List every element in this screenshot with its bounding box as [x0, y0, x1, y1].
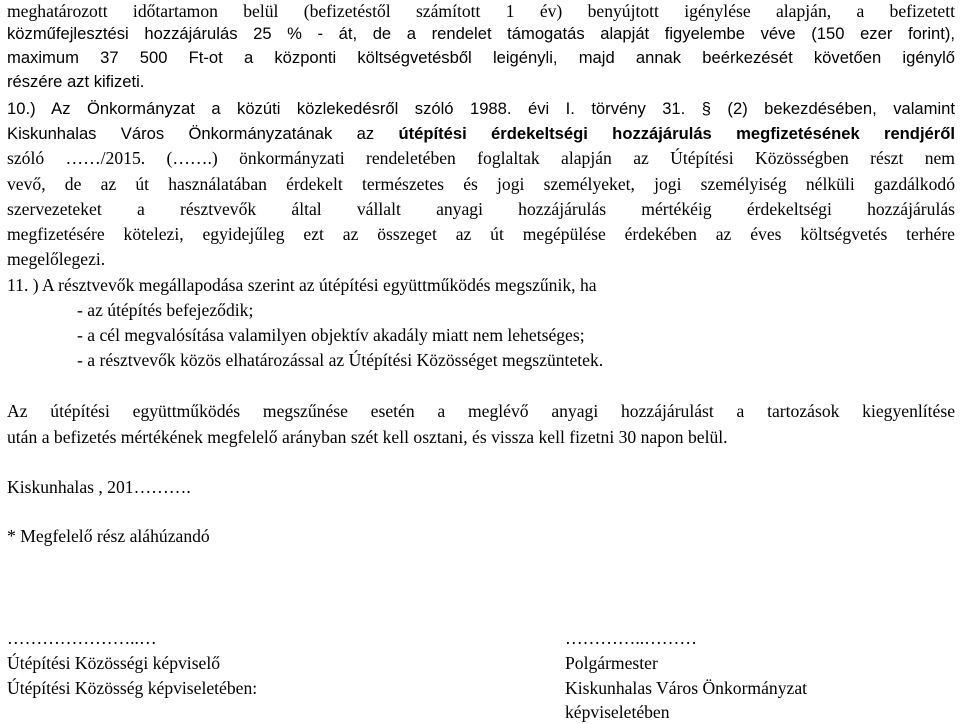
signature-left-title: Útépítési Közösségi képviselő	[7, 653, 221, 673]
para10-line6: megfizetésére kötelezi, egyidejűleg ezt az összeget az út megépülése érdekében az éves költségvetés terhére	[7, 224, 955, 244]
para11-item: - az útépítés befejeződik;	[77, 300, 254, 320]
signature-right-subtitle2: képviseletében	[565, 702, 670, 722]
para1-line4: részére azt kifizeti.	[7, 72, 145, 91]
footnote: * Megfelelő rész aláhúzandó	[7, 526, 210, 546]
para1-line2: közműfejlesztési hozzájárulás 25 % - át, de a rendelet támogatás alapját figyelembe véve (150 ezer forint),	[7, 24, 955, 43]
para11-item: - a résztvevők közös elhatározással az Útépítési Közösséget megszüntetek.	[77, 350, 604, 370]
signature-left-dots: …………………..…	[7, 628, 157, 648]
para11-item: - a cél megvalósítása valamilyen objektív akadály miatt nem lehetséges;	[77, 325, 585, 345]
para1-line3: maximum 37 500 Ft-ot a központi költségvetésből leigényli, majd annak beérkezését követően igénylő	[7, 48, 955, 67]
signature-right-dots: …………..………	[565, 628, 697, 648]
para-end-line1: Az útépítési együttműködés megszűnése esetén a meglévő anyagi hozzájárulást a tartozások kiegyenlítése	[7, 401, 955, 421]
place-date: Kiskunhalas , 201……….	[7, 477, 191, 497]
signature-left-subtitle: Útépítési Közösség képviseletében:	[7, 678, 258, 698]
para10-line1: 10.) Az Önkormányzat a közúti közlekedésről szóló 1988. évi I. törvény 31. § (2) bekezdésében, valamint	[7, 99, 955, 118]
para10-line4: vevő, de az út használatában érdekelt természetes és jogi személyeket, jogi személyiség nélküli gazdálkodó	[7, 174, 955, 194]
para11-line1: 11. ) A résztvevők megállapodása szerint az útépítési együttműködés megszűnik, ha	[7, 275, 597, 295]
para10-line5: szervezeteket a résztvevők által vállalt anyagi hozzájárulás mértékéig érdekeltségi hozzájárulás	[7, 199, 955, 219]
para10-line2-bold: útépítési érdekeltségi hozzájárulás megfizetésének rendjéről	[398, 124, 955, 143]
para1-line1: meghatározott időtartamon belül (befizetéstől számított 1 év) benyújtott igénylése alapján, a befizetett	[7, 1, 955, 21]
para-end-line2: után a befizetés mértékének megfelelő arányban szét kell osztani, és vissza kell fizetni 30 napon belül.	[7, 427, 728, 447]
para10-line2	[7, 122, 955, 146]
signature-right-subtitle: Kiskunhalas Város Önkormányzat	[565, 678, 808, 698]
signature-right-title: Polgármester	[565, 653, 658, 673]
para10-line2-prefix: Kiskunhalas Város Önkormányzatának az	[7, 124, 399, 143]
para10-line7: megelőlegezi.	[7, 249, 106, 269]
para10-line3: szóló ……/2015. (…….) önkormányzati rendeletében foglaltak alapján az Útépítési Közösségben részt nem	[7, 148, 955, 168]
